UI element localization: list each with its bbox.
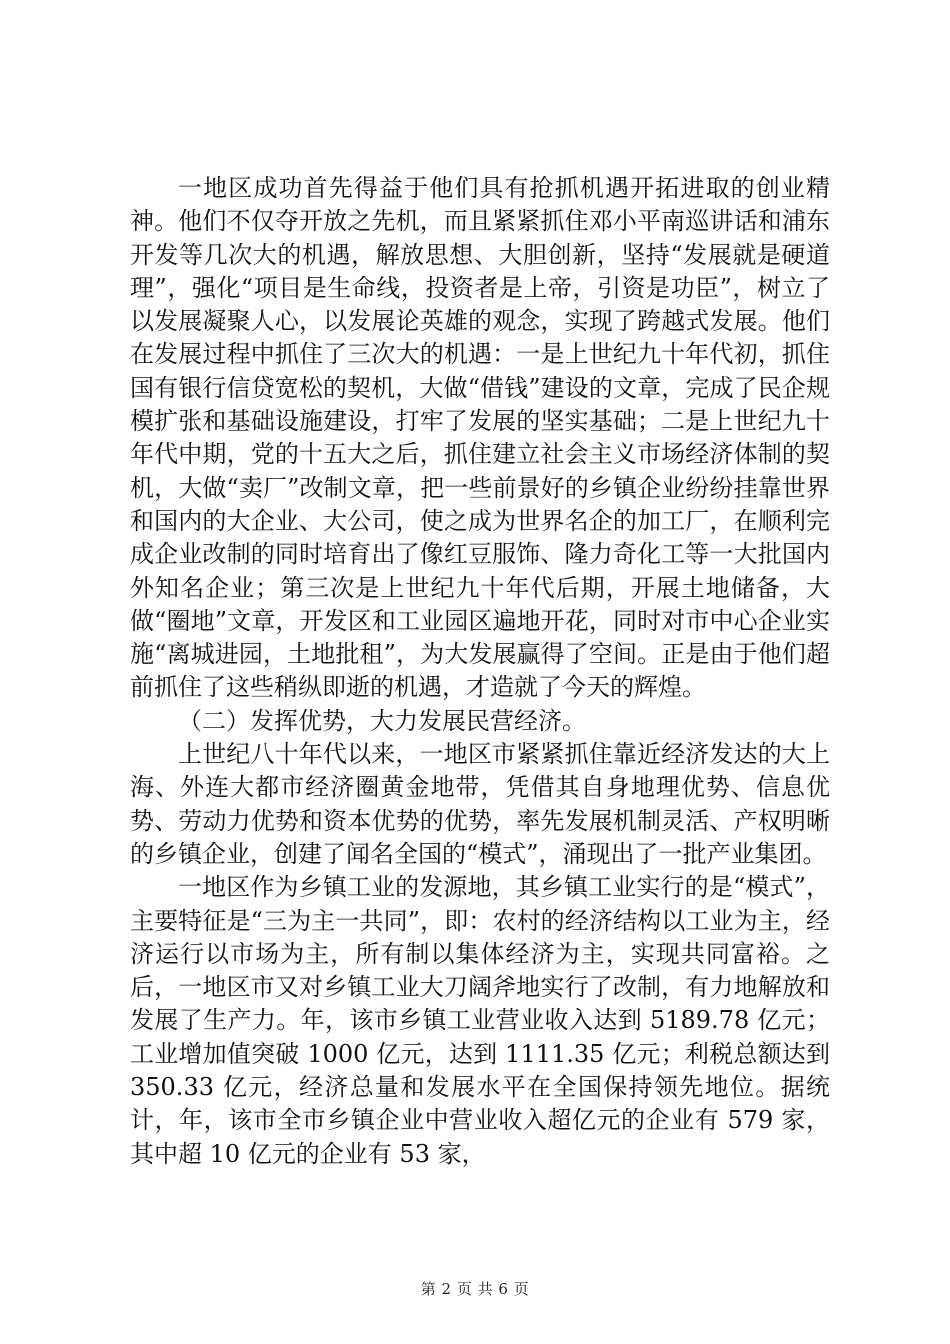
- document-body: [130, 172, 830, 1171]
- paragraph-opportunities: 一地区成功首先得益于他们具有抢抓机遇开拓进取的创业精神。他们不仅夺开放之先机，而且紧紧抓住邓小平南巡讲话和浦东开发等几次大的机遇，解放思想、大胆创新，坚持“发展就是硬道理”，强化“项目是生命线，投资者是上帝，引资是功臣”，树立了以发展凝聚人心，以发展论英雄的观念，实现了跨越式发展。他们在发展过程中抓住了三次大的机遇：一是上世纪九十年代初，抓住国有银行信贷宽松的契机，大做“借钱”建设的文章，完成了民企规模扩张和基础设施建设，打牢了发展的坚实基础；二是上世纪九十年代中期，党的十五大之后，抓住建立社会主义市场经济体制的契机，大做“卖厂”改制文章，把一些前景好的乡镇企业纷纷挂靠世界和国内的大企业、大公司，使之成为世界名企的加工厂，在顺利完成企业改制的同时培育出了像红豆服饰、隆力奇化工等一大批国内外知名企业；第三次是上世纪九十年代后期，开展土地储备，大做“圈地”文章，开发区和工业园区遍地开花，同时对市中心企业实施“离城进园，土地批租”，为大发展赢得了空间。正是由于他们超前抓住了这些稍纵即逝的机遇，才造就了今天的辉煌。: [130, 174, 830, 702]
- paragraph-township-industry: 一地区作为乡镇工业的发源地，其乡镇工业实行的是“模式”，主要特征是“三为主一共同”，即：农村的经济结构以工业为主，经济运行以市场为主，所有制以集体经济为主，实现共同富裕。之后，一地区市又对乡镇工业大刀阔斧地实行了改制，有力地解放和发展了生产力。年，该市乡镇工业营业收入达到 5189.78 亿元；工业增加值突破 1000 亿元，达到 1111.35 亿元；利税总额达到 350.33 亿元，经济总量和发展水平在全国保持领先地位。据统计，年，该市全市乡镇企业中营业收入超亿元的企业有 579 家，其中超 10 亿元的企业有 53 家，: [130, 873, 830, 1168]
- paragraph-private-economy: 上世纪八十年代以来，一地区市紧紧抓住靠近经济发达的大上海、外连大都市经济圈黄金地带，凭借其自身地理优势、信息优势、劳动力优势和资本优势的优势，率先发展机制灵活、产权明晰的乡镇企业，创建了闻名全国的“模式”，涌现出了一批产业集团。: [130, 740, 830, 868]
- section-heading: （二）发挥优势，大力发展民营经济。: [178, 706, 586, 735]
- page-footer: 第 2 页 共 6 页: [420, 1280, 530, 1298]
